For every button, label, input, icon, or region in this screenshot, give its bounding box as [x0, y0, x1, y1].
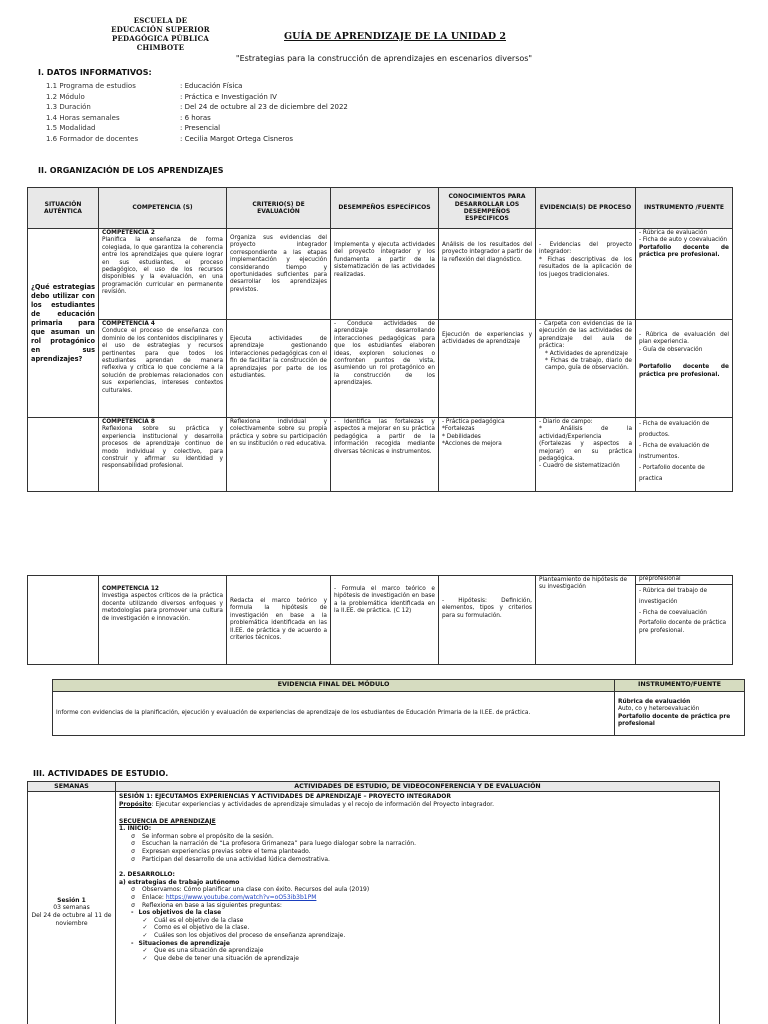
info-list: [46, 81, 348, 145]
session-label: Sesión 1: [57, 896, 86, 904]
purpose-label: Propósito: [119, 801, 152, 808]
evidencia-line: - Evidencias del proyecto integrador:: [539, 242, 632, 256]
info-value: : Educación Física: [180, 82, 243, 90]
evidencia-line: * Fichas de trabajo, diario de campo, guía de observación.: [545, 358, 632, 372]
list-item-text: Que es una situación de aprendizaje: [154, 947, 264, 955]
section-1-heading: I. DATOS INFORMATIVOS:: [38, 68, 152, 77]
instrumento-bold: Portafolio docente de práctica pre profesional.: [639, 364, 729, 378]
instrumento-line: - Ficha de auto y coevaluación: [639, 237, 728, 244]
instrumento-line: - Rúbrica de evaluación: [639, 230, 708, 236]
header-competencia: COMPETENCIA (S): [99, 188, 227, 229]
header-desempenos: DESEMPEÑOS ESPECÍFICOS: [331, 188, 439, 229]
activities-header: ACTIVIDADES DE ESTUDIO, DE VIDEOCONFERENCIA Y DE EVALUACIÓN: [116, 782, 720, 792]
list-item: [119, 955, 716, 963]
list-item: [119, 856, 716, 864]
activities-cell: [116, 792, 720, 1024]
situations-title: Situaciones de aprendizaje: [138, 939, 230, 947]
list-item: [119, 848, 716, 856]
conocimiento-line: *Fortalezas: [442, 426, 475, 433]
dash-marker: -: [131, 909, 134, 917]
header-instrumento: INSTRUMENTO /FUENTE: [636, 188, 733, 229]
competencia-cell: [99, 576, 227, 665]
desempeno-cell: - Identifica las fortalezas y aspectos a mejorar en su práctica pedagógica a partir de la información recogida mediante diversas técnicas e instrumentos.: [331, 418, 439, 492]
inicio-list: [119, 833, 716, 863]
list-item: [119, 833, 716, 841]
header-evidencia: EVIDENCIA(S) DE PROCESO: [536, 188, 636, 229]
final-evidence-text: Informe con evidencias de la planificación, ejecución y evaluación de experiencias de aprendizaje de los estudiantes de Educación Primaria de la II.EE. de práctica.: [53, 692, 615, 736]
list-item-text: Expresan experiencias previas sobre el tema planteado.: [142, 847, 311, 855]
desempeno-cell: - Formula el marco teórico e hipótesis de investigación en base a la problemática identificada en la II.EE. de práctica. (C 12): [331, 576, 439, 665]
header-criterio: CRITERIO(S) DE EVALUACIÓN: [227, 188, 331, 229]
session-dates: Del 24 de octubre al 11 de noviembre: [31, 911, 112, 927]
desempeno-cell: Implementa y ejecuta actividades del proyecto integrador y los fundamenta a partir de la sistematización de las actividades realizadas.: [331, 229, 439, 320]
instrumento-line: - Ficha de coevaluación: [639, 610, 707, 616]
info-row: [46, 134, 348, 145]
evidencia-line: * Fichas descriptivas de los resultados de la aplicación de los juegos tradicionales.: [539, 256, 632, 278]
situations-list: [119, 947, 716, 962]
sigma-bullet-icon: σ: [131, 855, 135, 863]
table-row: [28, 418, 733, 492]
instrumento-cell: [636, 320, 733, 418]
competencia-text: Investiga aspectos críticos de la práctica docente utilizando diversos enfoques y metodologías para promover una cultura de investigación e innovación.: [102, 593, 223, 622]
competencia-text: Conduce el proceso de enseñanza con dominio de los contenidos disciplinares y el uso de estrategias y recursos pertinentes para que todos los estudiantes aprendan de manera reflexiva y crítica lo que concierne a la solución de problemas relacionados con sus experiencias, intereses contextos culturales.: [102, 328, 223, 394]
evidencia-line: - Cuadro de sistematización: [539, 463, 620, 470]
guide-title: GUÍA DE APRENDIZAJE DE LA UNIDAD 2: [284, 31, 506, 42]
instrumento-line: Portafolio docente de práctica pre profesional.: [639, 620, 727, 634]
list-item: [119, 947, 716, 955]
info-value: : 6 horas: [180, 113, 211, 122]
final-evidence-table: [52, 679, 745, 736]
section-3-heading: III. ACTIVIDADES DE ESTUDIO.: [33, 769, 169, 778]
evidencia-line: * Actividades de aprendizaje: [545, 350, 628, 357]
table-row: [28, 229, 733, 320]
instrumento-line: - Rúbrica del trabajo de investigación: [639, 588, 708, 605]
dash-marker: -: [131, 939, 134, 947]
criterio-cell: Organiza sus evidencias del proyecto integrador correspondiente a las etapas implementación y ejecución considerando tiempo y oportunidades suficientes para desarrollar los aprendizajes previstos.: [227, 229, 331, 320]
evidencia-cell: [536, 418, 636, 492]
list-item-text: Que debe de tener una situación de aprendizaje: [154, 954, 299, 962]
list-item: [119, 932, 716, 940]
competencia-title: COMPETENCIA 4: [102, 321, 155, 327]
session-cell: [28, 792, 116, 1024]
info-row: [46, 123, 348, 134]
info-row: [46, 92, 348, 103]
empty-cell: [28, 418, 99, 492]
criterio-cell: Reflexiona individual y colectivamente sobre su propia práctica y sobre su participación en su institución o red educativa.: [227, 418, 331, 492]
final-instrument-line: Auto, co y heteroevaluación: [618, 706, 700, 713]
list-item: [119, 924, 716, 932]
info-value: : Presencial: [180, 124, 221, 133]
info-key: 1.4 Horas semanales: [46, 113, 120, 122]
table-row: [28, 320, 733, 418]
unit-subtitle: "Estrategias para la construcción de aprendizajes en escenarios diversos": [235, 54, 533, 63]
inicio-heading: 1. INICIO:: [119, 825, 152, 833]
organization-table-continued: [27, 575, 733, 665]
criterio-cell: Redacta el marco teórico y formula la hipótesis de investigación en base a la problemática identificada en las II.EE. de práctica y de acuerdo a criterios técnicos.: [227, 576, 331, 665]
list-item: [119, 902, 716, 910]
competencia-cell: [99, 320, 227, 418]
reflect-text: Reflexiona en base a las siguientes preguntas:: [142, 901, 282, 909]
conocimiento-cell: Ejecución de experiencias y actividades de aprendizaje: [439, 320, 536, 418]
sequence-heading: SECUENCIA DE APRENDIZAJE: [119, 817, 216, 825]
youtube-link[interactable]: https://www.youtube.com/watch?v=oO53ib3b1PM: [165, 893, 317, 901]
competencia-title: COMPETENCIA 12: [102, 586, 159, 592]
evidencia-line: * Análisis de la actividad/Experiencia (Fortalezas y aspectos a mejorar) en su práctica pedagógica.: [539, 426, 632, 463]
list-item-text: Participan del desarrollo de una actividad lúdica demostrativa.: [142, 855, 330, 863]
evidencia-cell: [536, 229, 636, 320]
info-value: : Del 24 de octubre al 23 de diciembre del 2022: [180, 103, 348, 112]
final-instrument-header: INSTRUMENTO/FUENTE: [615, 680, 745, 692]
instrumento-line: - Ficha de evaluación de productos.: [639, 421, 710, 438]
check-icon: ✓: [142, 924, 148, 932]
competencia-cell: [99, 418, 227, 492]
instrumento-cell: preprofesional: [636, 576, 733, 585]
info-row: [46, 113, 348, 124]
final-instrument-cell: [615, 692, 745, 736]
check-icon: ✓: [142, 931, 148, 939]
info-row: [46, 81, 348, 92]
final-evidence-header: EVIDENCIA FINAL DEL MÓDULO: [53, 680, 615, 692]
session-title: SESIÓN 1: EJECUTAMOS EXPERIENCIAS Y ACTIVIDADES DE APRENDIZAJE – PROYECTO INTEGRADOR: [119, 793, 452, 801]
final-instrument-line: Portafolio docente de práctica pre profesional: [618, 713, 731, 727]
info-key: 1.1 Programa de estudios: [46, 82, 136, 90]
empty-cell: [28, 576, 99, 665]
evidencia-line: - Diario de campo:: [539, 419, 593, 425]
observe-text: Observamos: Cómo planificar una clase con éxito. Recursos del aula (2019): [142, 886, 370, 894]
instrumento-bold: Portafolio docente de práctica pre profesional.: [639, 244, 729, 259]
info-value: : Práctica e Investigación IV: [180, 92, 277, 101]
instrumento-cell: [636, 229, 733, 320]
header-situacion: SITUACIÓN AUTÉNTICA: [28, 188, 99, 229]
competencia-text: Planifica la enseñanza de forma colegiada, lo que garantiza la coherencia entre los aprendizajes que quiere lograr en sus estudiantes, el proceso pedagógico, el uso de los recursos disponibles y la evaluación, en una programación curricular en permanente revisión.: [102, 237, 223, 296]
evidencia-cell: Planteamiento de hipótesis de su investigación: [536, 576, 636, 665]
session-weeks: 03 semanas: [53, 904, 90, 912]
evidencia-line: - Carpeta con evidencias de la ejecución de las actividades de aprendizaje del aula de práctica:: [539, 321, 632, 350]
conocimiento-cell: [439, 418, 536, 492]
info-key: 1.6 Formador de docentes: [46, 134, 139, 143]
info-value: : Cecilia Margot Ortega Cisneros: [180, 134, 294, 143]
conocimiento-line: * Debilidades: [442, 433, 481, 440]
check-icon: ✓: [142, 947, 148, 955]
list-item-text: Se informan sobre el propósito de la sesión.: [142, 832, 274, 840]
section-2-heading: II. ORGANIZACIÓN DE LOS APRENDIZAJES: [38, 166, 224, 175]
list-item: [119, 894, 716, 902]
check-icon: ✓: [142, 916, 148, 924]
list-item: [119, 840, 716, 848]
instrumento-line: - Portafolio docente de practica: [639, 465, 705, 482]
situations-heading: [119, 940, 716, 948]
table-row: [28, 576, 733, 585]
evidencia-cell: [536, 320, 636, 418]
activities-table: [27, 781, 720, 1024]
competencia-cell: [99, 229, 227, 320]
table-header-row: [28, 188, 733, 229]
list-item-text: Cuáles son los objetivos del proceso de enseñanza aprendizaje.: [154, 931, 346, 939]
list-item: [119, 886, 716, 894]
check-icon: ✓: [142, 954, 148, 962]
info-key: 1.2 Módulo: [46, 92, 85, 101]
competencia-title: COMPETENCIA 2: [102, 230, 155, 236]
organization-table: [27, 187, 733, 492]
desempeno-cell: - Conduce actividades de aprendizaje desarrollando interacciones pedagógicas para que los estudiantes elaboren ideas, exploren soluciones o confronten puntos de vista, asumiendo un rol protagónico en la construcción de los aprendizajes.: [331, 320, 439, 418]
list-item-text: Cuál es el objetivo de la clase: [154, 916, 244, 924]
list-item-text: Escuchan la narración de “La profesora Grimaneza” para luego dialogar sobre la narración.: [142, 840, 417, 848]
instrumento-line: - Ficha de evaluación de instrumentos.: [639, 443, 710, 460]
info-key: 1.3 Duración: [46, 103, 91, 112]
desarrollo-heading: 2. DESARROLLO:: [119, 871, 175, 879]
situation-question: ¿Qué estrategias debo utilizar con los estudiantes de educación primaria para que asuman un rol protagónico en sus aprendizajes?: [28, 229, 99, 418]
conocimiento-cell: Análisis de los resultados del proyecto integrador a partir de la reflexión del diagnóstico.: [439, 229, 536, 320]
conocimiento-cell: - Hipótesis: Definición, elementos, tipos y criterios para su formulación.: [439, 576, 536, 665]
instrumento-line: - Rúbrica de evaluación del plan experiencia.: [639, 332, 729, 346]
criterio-cell: Ejecuta actividades de aprendizaje gestionando interacciones pedagógicas con el fin de facilitar la construcción de aprendizajes por parte de los estudiantes.: [227, 320, 331, 418]
competencia-title: COMPETENCIA 8: [102, 419, 155, 425]
purpose-line: [119, 801, 716, 809]
header-conocimientos: CONOCIMIENTOS PARA DESARROLLAR LOS DESEMPEÑOS ESPECIFICOS: [439, 188, 536, 229]
info-key: 1.5 Modalidad: [46, 124, 96, 133]
sigma-bullet-icon: σ: [131, 832, 135, 840]
purpose-text: : Ejecutar experiencias y actividades de aprendizaje simuladas y el recojo de información del Proyecto integrador.: [151, 801, 495, 808]
sigma-bullet-icon: σ: [131, 847, 135, 855]
sigma-bullet-icon: σ: [131, 901, 135, 909]
school-name: ESCUELA DE EDUCACIÓN SUPERIOR PEDAGÓGICA PÚBLICA CHIMBOTE: [111, 16, 210, 52]
estrategias-heading: a) estrategias de trabajo autónomo: [119, 878, 240, 886]
link-label: Enlace:: [142, 893, 166, 901]
instrumento-line: - Guía de observación: [639, 346, 703, 353]
conocimiento-line: *Acciones de mejora: [442, 441, 502, 448]
conocimiento-line: - Práctica pedagógica: [442, 419, 505, 425]
competencia-text: Reflexiona sobre su práctica y experiencia institucional y desarrolla procesos de aprendizaje continuo de modo individual y colectivo, para construir y afirmar su identidad y responsabilidad profesional.: [102, 426, 223, 470]
info-row: [46, 102, 348, 113]
weeks-header: SEMANAS: [28, 782, 116, 792]
sigma-bullet-icon: σ: [131, 886, 135, 894]
sigma-bullet-icon: σ: [131, 893, 135, 901]
objectives-title: Los objetivos de la clase: [138, 909, 222, 917]
objectives-list: [119, 917, 716, 940]
instrumento-cell: [636, 418, 733, 492]
objectives-heading: [119, 909, 716, 917]
list-item: [119, 917, 716, 925]
sigma-bullet-icon: σ: [131, 840, 135, 848]
final-instrument-line: Rúbrica de evaluación: [618, 698, 691, 705]
list-item-text: Como es el objetivo de la clase.: [154, 924, 250, 932]
instrumento-cell: [636, 585, 733, 665]
